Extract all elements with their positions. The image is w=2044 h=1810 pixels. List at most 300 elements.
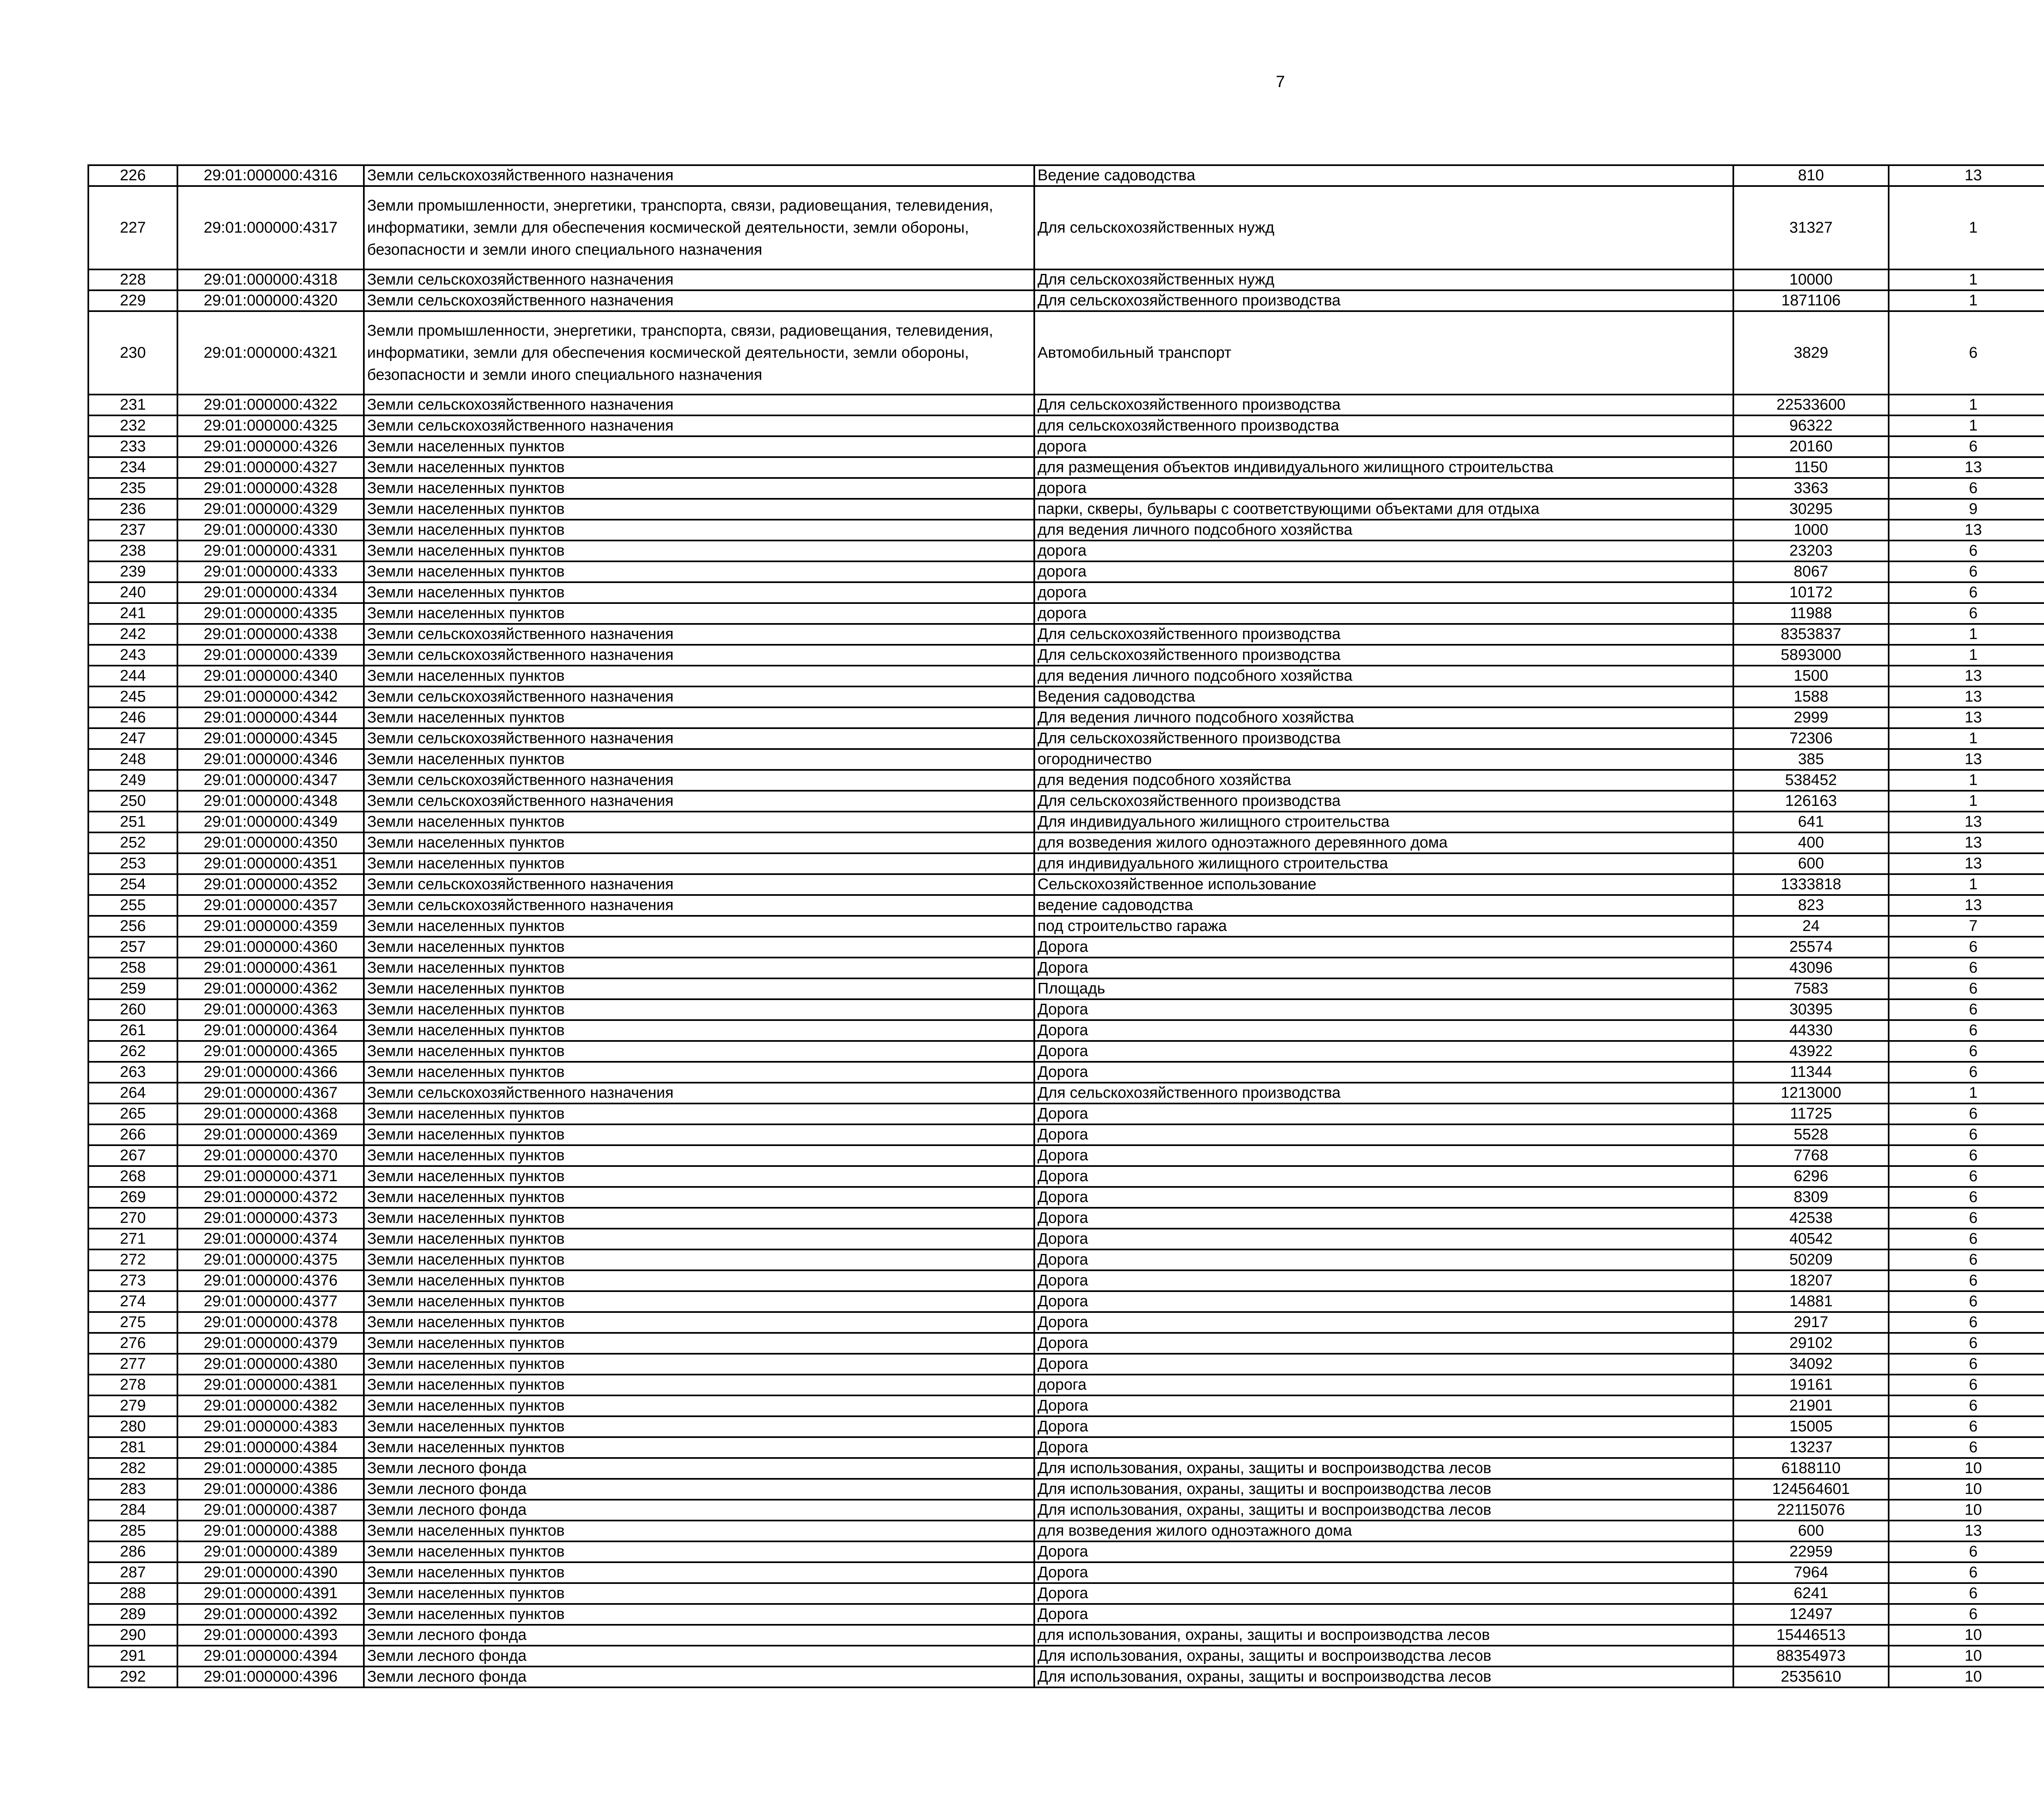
cadastral-number-cell: 29:01:000000:4371 xyxy=(177,1166,364,1187)
row-number-cell: 255 xyxy=(88,895,177,916)
row-number-cell: 235 xyxy=(88,478,177,499)
table-row xyxy=(88,1145,2044,1166)
land-category-cell: Земли сельскохозяйственного назначения xyxy=(364,874,1034,895)
area-cell: 1588 xyxy=(1733,686,1889,707)
permitted-use-cell: Дорога xyxy=(1034,1187,1733,1208)
table-row xyxy=(88,707,2044,728)
land-category-cell: Земли населенных пунктов xyxy=(364,520,1034,541)
row-number-cell: 247 xyxy=(88,728,177,749)
cadastral-number-cell: 29:01:000000:4318 xyxy=(177,269,364,290)
group-cell: 13 xyxy=(1889,895,2044,916)
table-row xyxy=(88,686,2044,707)
table-row xyxy=(88,165,2044,186)
row-number-cell: 277 xyxy=(88,1354,177,1375)
land-category-cell: Земли населенных пунктов xyxy=(364,999,1034,1020)
group-cell: 1 xyxy=(1889,415,2044,436)
land-category-cell: Земли населенных пунктов xyxy=(364,1416,1034,1437)
land-category-cell: Земли населенных пунктов xyxy=(364,812,1034,832)
table-row xyxy=(88,582,2044,603)
cadastral-number-cell: 29:01:000000:4382 xyxy=(177,1395,364,1416)
table-row xyxy=(88,916,2044,937)
group-cell: 6 xyxy=(1889,1291,2044,1312)
area-cell: 7583 xyxy=(1733,978,1889,999)
permitted-use-cell: Дорога xyxy=(1034,1208,1733,1229)
cadastral-number-cell: 29:01:000000:4342 xyxy=(177,686,364,707)
table-row xyxy=(88,874,2044,895)
row-number-cell: 249 xyxy=(88,770,177,791)
row-number-cell: 242 xyxy=(88,624,177,645)
land-category-cell: Земли населенных пунктов xyxy=(364,853,1034,874)
land-category-cell: Земли лесного фонда xyxy=(364,1625,1034,1646)
cadastral-number-cell: 29:01:000000:4376 xyxy=(177,1270,364,1291)
cadastral-number-cell: 29:01:000000:4372 xyxy=(177,1187,364,1208)
group-cell: 1 xyxy=(1889,395,2044,415)
cadastral-number-cell: 29:01:000000:4333 xyxy=(177,561,364,582)
area-cell: 8067 xyxy=(1733,561,1889,582)
group-cell: 6 xyxy=(1889,978,2044,999)
group-cell: 6 xyxy=(1889,1375,2044,1395)
table-row xyxy=(88,832,2044,853)
cadastral-number-cell: 29:01:000000:4389 xyxy=(177,1541,364,1562)
row-number-cell: 272 xyxy=(88,1249,177,1270)
row-number-cell: 261 xyxy=(88,1020,177,1041)
table-row xyxy=(88,1395,2044,1416)
row-number-cell: 273 xyxy=(88,1270,177,1291)
table-row xyxy=(88,1229,2044,1249)
land-category-cell: Земли населенных пунктов xyxy=(364,1124,1034,1145)
area-cell: 23203 xyxy=(1733,541,1889,561)
group-cell: 7 xyxy=(1889,916,2044,937)
permitted-use-cell: Дорога xyxy=(1034,1562,1733,1583)
cadastral-number-cell: 29:01:000000:4373 xyxy=(177,1208,364,1229)
land-category-cell: Земли сельскохозяйственного назначения xyxy=(364,415,1034,436)
row-number-cell: 252 xyxy=(88,832,177,853)
cadastral-number-cell: 29:01:000000:4325 xyxy=(177,415,364,436)
area-cell: 823 xyxy=(1733,895,1889,916)
area-cell: 1000 xyxy=(1733,520,1889,541)
group-cell: 1 xyxy=(1889,624,2044,645)
row-number-cell: 239 xyxy=(88,561,177,582)
land-category-cell: Земли населенных пунктов xyxy=(364,1229,1034,1249)
permitted-use-cell: Дорога xyxy=(1034,1229,1733,1249)
area-cell: 43922 xyxy=(1733,1041,1889,1062)
cadastral-number-cell: 29:01:000000:4366 xyxy=(177,1062,364,1083)
land-category-cell: Земли сельскохозяйственного назначения xyxy=(364,624,1034,645)
cadastral-number-cell: 29:01:000000:4340 xyxy=(177,666,364,686)
row-number-cell: 260 xyxy=(88,999,177,1020)
row-number-cell: 291 xyxy=(88,1646,177,1666)
area-cell: 19161 xyxy=(1733,1375,1889,1395)
land-category-cell: Земли сельскохозяйственного назначения xyxy=(364,895,1034,916)
row-number-cell: 256 xyxy=(88,916,177,937)
table-row xyxy=(88,1583,2044,1604)
land-category-cell: Земли населенных пунктов xyxy=(364,937,1034,958)
area-cell: 40542 xyxy=(1733,1229,1889,1249)
land-category-cell: Земли населенных пунктов xyxy=(364,1562,1034,1583)
table-row xyxy=(88,853,2044,874)
cadastral-number-cell: 29:01:000000:4393 xyxy=(177,1625,364,1646)
table-row xyxy=(88,1604,2044,1625)
permitted-use-cell: для ведения подсобного хозяйства xyxy=(1034,770,1733,791)
permitted-use-cell: парки, скверы, бульвары с соответствующими объектами для отдыха xyxy=(1034,499,1733,520)
group-cell: 6 xyxy=(1889,1437,2044,1458)
area-cell: 385 xyxy=(1733,749,1889,770)
group-cell: 6 xyxy=(1889,1166,2044,1187)
cadastral-number-cell: 29:01:000000:4378 xyxy=(177,1312,364,1333)
table-row xyxy=(88,1541,2044,1562)
area-cell: 2999 xyxy=(1733,707,1889,728)
land-category-cell: Земли промышленности, энергетики, транспорта, связи, радиовещания, телевидения, информатики, земли для обеспечения космической деятельности, земли обороны, безопасности и земли иного специального назначения xyxy=(364,186,1034,269)
land-category-cell: Земли населенных пунктов xyxy=(364,1291,1034,1312)
permitted-use-cell: Для использования, охраны, защиты и воспроизводства лесов xyxy=(1034,1479,1733,1500)
table-row xyxy=(88,1041,2044,1062)
permitted-use-cell: Дорога xyxy=(1034,1291,1733,1312)
permitted-use-cell: Для сельскохозяйственных нужд xyxy=(1034,186,1733,269)
area-cell: 10172 xyxy=(1733,582,1889,603)
area-cell: 6188110 xyxy=(1733,1458,1889,1479)
table-row xyxy=(88,415,2044,436)
permitted-use-cell: Дорога xyxy=(1034,1041,1733,1062)
table-row xyxy=(88,1437,2044,1458)
cadastral-number-cell: 29:01:000000:4352 xyxy=(177,874,364,895)
area-cell: 11725 xyxy=(1733,1103,1889,1124)
permitted-use-cell: Дорога xyxy=(1034,1312,1733,1333)
permitted-use-cell: для возведения жилого одноэтажного деревянного дома xyxy=(1034,832,1733,853)
permitted-use-cell: Ведение садоводства xyxy=(1034,165,1733,186)
permitted-use-cell: Автомобильный транспорт xyxy=(1034,311,1733,395)
area-cell: 8353837 xyxy=(1733,624,1889,645)
table-row xyxy=(88,895,2044,916)
table-row xyxy=(88,1354,2044,1375)
row-number-cell: 228 xyxy=(88,269,177,290)
land-category-cell: Земли населенных пунктов xyxy=(364,1312,1034,1333)
row-number-cell: 237 xyxy=(88,520,177,541)
row-number-cell: 243 xyxy=(88,645,177,666)
row-number-cell: 276 xyxy=(88,1333,177,1354)
row-number-cell: 283 xyxy=(88,1479,177,1500)
land-category-cell: Земли лесного фонда xyxy=(364,1458,1034,1479)
permitted-use-cell: дорога xyxy=(1034,582,1733,603)
permitted-use-cell: Для использования, охраны, защиты и воспроизводства лесов xyxy=(1034,1500,1733,1521)
row-number-cell: 230 xyxy=(88,311,177,395)
group-cell: 13 xyxy=(1889,832,2044,853)
group-cell: 1 xyxy=(1889,186,2044,269)
land-category-cell: Земли промышленности, энергетики, транспорта, связи, радиовещания, телевидения, информатики, земли для обеспечения космической деятельности, земли обороны, безопасности и земли иного специального назначения xyxy=(364,311,1034,395)
row-number-cell: 286 xyxy=(88,1541,177,1562)
land-category-cell: Земли населенных пунктов xyxy=(364,1208,1034,1229)
group-cell: 6 xyxy=(1889,1583,2044,1604)
permitted-use-cell: дорога xyxy=(1034,561,1733,582)
group-cell: 13 xyxy=(1889,686,2044,707)
land-category-cell: Земли населенных пунктов xyxy=(364,1604,1034,1625)
table-row xyxy=(88,290,2044,311)
row-number-cell: 287 xyxy=(88,1562,177,1583)
row-number-cell: 246 xyxy=(88,707,177,728)
page-number: 7 xyxy=(1275,73,1285,91)
cadastral-number-cell: 29:01:000000:4368 xyxy=(177,1103,364,1124)
area-cell: 22115076 xyxy=(1733,1500,1889,1521)
land-category-cell: Земли населенных пунктов xyxy=(364,1354,1034,1375)
group-cell: 13 xyxy=(1889,707,2044,728)
permitted-use-cell: Дорога xyxy=(1034,1249,1733,1270)
group-cell: 6 xyxy=(1889,1604,2044,1625)
permitted-use-cell: Дорога xyxy=(1034,999,1733,1020)
group-cell: 10 xyxy=(1889,1500,2044,1521)
table-row xyxy=(88,1249,2044,1270)
land-category-cell: Земли лесного фонда xyxy=(364,1646,1034,1666)
cadastral-number-cell: 29:01:000000:4367 xyxy=(177,1083,364,1103)
permitted-use-cell: Площадь xyxy=(1034,978,1733,999)
cadastral-number-cell: 29:01:000000:4316 xyxy=(177,165,364,186)
area-cell: 21901 xyxy=(1733,1395,1889,1416)
permitted-use-cell: Для индивидуального жилищного строительства xyxy=(1034,812,1733,832)
permitted-use-cell: Для сельскохозяйственного производства xyxy=(1034,290,1733,311)
permitted-use-cell: Для сельскохозяйственного производства xyxy=(1034,645,1733,666)
table-row xyxy=(88,999,2044,1020)
table-row xyxy=(88,520,2044,541)
table-row xyxy=(88,499,2044,520)
row-number-cell: 289 xyxy=(88,1604,177,1625)
row-number-cell: 268 xyxy=(88,1166,177,1187)
row-number-cell: 285 xyxy=(88,1521,177,1541)
cadastral-number-cell: 29:01:000000:4338 xyxy=(177,624,364,645)
row-number-cell: 231 xyxy=(88,395,177,415)
table-row xyxy=(88,186,2044,269)
land-category-cell: Земли лесного фонда xyxy=(364,1479,1034,1500)
cadastral-number-cell: 29:01:000000:4374 xyxy=(177,1229,364,1249)
area-cell: 18207 xyxy=(1733,1270,1889,1291)
cadastral-number-cell: 29:01:000000:4360 xyxy=(177,937,364,958)
permitted-use-cell: Дорога xyxy=(1034,1062,1733,1083)
row-number-cell: 265 xyxy=(88,1103,177,1124)
land-category-cell: Земли населенных пунктов xyxy=(364,978,1034,999)
area-cell: 30295 xyxy=(1733,499,1889,520)
cadastral-number-cell: 29:01:000000:4347 xyxy=(177,770,364,791)
table-row xyxy=(88,1333,2044,1354)
cadastral-number-cell: 29:01:000000:4361 xyxy=(177,958,364,978)
area-cell: 30395 xyxy=(1733,999,1889,1020)
group-cell: 6 xyxy=(1889,1187,2044,1208)
land-category-cell: Земли сельскохозяйственного назначения xyxy=(364,791,1034,812)
table-row xyxy=(88,1500,2044,1521)
land-category-cell: Земли населенных пунктов xyxy=(364,1062,1034,1083)
row-number-cell: 279 xyxy=(88,1395,177,1416)
land-category-cell: Земли сельскохозяйственного назначения xyxy=(364,645,1034,666)
row-number-cell: 251 xyxy=(88,812,177,832)
area-cell: 126163 xyxy=(1733,791,1889,812)
land-category-cell: Земли сельскохозяйственного назначения xyxy=(364,770,1034,791)
table-row xyxy=(88,812,2044,832)
cadastral-number-cell: 29:01:000000:4359 xyxy=(177,916,364,937)
table-row xyxy=(88,269,2044,290)
table-row xyxy=(88,1166,2044,1187)
table-row xyxy=(88,666,2044,686)
row-number-cell: 250 xyxy=(88,791,177,812)
row-number-cell: 275 xyxy=(88,1312,177,1333)
land-category-cell: Земли населенных пунктов xyxy=(364,1020,1034,1041)
table-row xyxy=(88,561,2044,582)
area-cell: 14881 xyxy=(1733,1291,1889,1312)
cadastral-number-cell: 29:01:000000:4392 xyxy=(177,1604,364,1625)
row-number-cell: 236 xyxy=(88,499,177,520)
group-cell: 6 xyxy=(1889,1062,2044,1083)
group-cell: 1 xyxy=(1889,728,2044,749)
cadastral-number-cell: 29:01:000000:4357 xyxy=(177,895,364,916)
cadastral-number-cell: 29:01:000000:4350 xyxy=(177,832,364,853)
row-number-cell: 229 xyxy=(88,290,177,311)
land-category-cell: Земли населенных пунктов xyxy=(364,541,1034,561)
group-cell: 13 xyxy=(1889,457,2044,478)
table-row xyxy=(88,645,2044,666)
land-category-cell: Земли сельскохозяйственного назначения xyxy=(364,728,1034,749)
cadastral-number-cell: 29:01:000000:4379 xyxy=(177,1333,364,1354)
group-cell: 10 xyxy=(1889,1666,2044,1687)
land-category-cell: Земли населенных пунктов xyxy=(364,1521,1034,1541)
row-number-cell: 274 xyxy=(88,1291,177,1312)
area-cell: 641 xyxy=(1733,812,1889,832)
cadastral-number-cell: 29:01:000000:4351 xyxy=(177,853,364,874)
row-number-cell: 240 xyxy=(88,582,177,603)
table-row xyxy=(88,1208,2044,1229)
row-number-cell: 281 xyxy=(88,1437,177,1458)
table-row xyxy=(88,1521,2044,1541)
table-row xyxy=(88,1312,2044,1333)
cadastral-number-cell: 29:01:000000:4383 xyxy=(177,1416,364,1437)
cadastral-number-cell: 29:01:000000:4394 xyxy=(177,1646,364,1666)
area-cell: 7768 xyxy=(1733,1145,1889,1166)
table-row xyxy=(88,937,2044,958)
cadastral-number-cell: 29:01:000000:4335 xyxy=(177,603,364,624)
land-category-cell: Земли сельскохозяйственного назначения xyxy=(364,290,1034,311)
cadastral-number-cell: 29:01:000000:4348 xyxy=(177,791,364,812)
area-cell: 8309 xyxy=(1733,1187,1889,1208)
permitted-use-cell: дорога xyxy=(1034,1375,1733,1395)
land-category-cell: Земли населенных пунктов xyxy=(364,1270,1034,1291)
row-number-cell: 271 xyxy=(88,1229,177,1249)
cadastral-number-cell: 29:01:000000:4362 xyxy=(177,978,364,999)
area-cell: 1150 xyxy=(1733,457,1889,478)
group-cell: 6 xyxy=(1889,436,2044,457)
area-cell: 1333818 xyxy=(1733,874,1889,895)
permitted-use-cell: Для сельскохозяйственных нужд xyxy=(1034,269,1733,290)
table-row xyxy=(88,478,2044,499)
land-category-cell: Земли сельскохозяйственного назначения xyxy=(364,165,1034,186)
table-row xyxy=(88,1020,2044,1041)
permitted-use-cell: Для использования, охраны, защиты и воспроизводства лесов xyxy=(1034,1666,1733,1687)
permitted-use-cell: для ведения личного подсобного хозяйства xyxy=(1034,520,1733,541)
table-row xyxy=(88,311,2044,395)
row-number-cell: 234 xyxy=(88,457,177,478)
group-cell: 6 xyxy=(1889,999,2044,1020)
row-number-cell: 259 xyxy=(88,978,177,999)
row-number-cell: 278 xyxy=(88,1375,177,1395)
table-row xyxy=(88,1562,2044,1583)
area-cell: 31327 xyxy=(1733,186,1889,269)
group-cell: 10 xyxy=(1889,1458,2044,1479)
row-number-cell: 253 xyxy=(88,853,177,874)
group-cell: 6 xyxy=(1889,1395,2044,1416)
group-cell: 1 xyxy=(1889,1083,2044,1103)
land-category-cell: Земли населенных пунктов xyxy=(364,436,1034,457)
cadastral-number-cell: 29:01:000000:4320 xyxy=(177,290,364,311)
group-cell: 6 xyxy=(1889,958,2044,978)
group-cell: 6 xyxy=(1889,1270,2044,1291)
cadastral-number-cell: 29:01:000000:4385 xyxy=(177,1458,364,1479)
permitted-use-cell: для индивидуального жилищного строительства xyxy=(1034,853,1733,874)
table-row xyxy=(88,603,2044,624)
cadastral-number-cell: 29:01:000000:4386 xyxy=(177,1479,364,1500)
group-cell: 6 xyxy=(1889,1354,2044,1375)
table-row xyxy=(88,1270,2044,1291)
area-cell: 1213000 xyxy=(1733,1083,1889,1103)
row-number-cell: 227 xyxy=(88,186,177,269)
permitted-use-cell: Дорога xyxy=(1034,1333,1733,1354)
land-category-cell: Земли населенных пунктов xyxy=(364,1395,1034,1416)
cadastral-number-cell: 29:01:000000:4384 xyxy=(177,1437,364,1458)
group-cell: 6 xyxy=(1889,603,2044,624)
permitted-use-cell: Дорога xyxy=(1034,1541,1733,1562)
group-cell: 6 xyxy=(1889,1229,2044,1249)
row-number-cell: 254 xyxy=(88,874,177,895)
group-cell: 6 xyxy=(1889,1145,2044,1166)
group-cell: 13 xyxy=(1889,520,2044,541)
group-cell: 1 xyxy=(1889,874,2044,895)
permitted-use-cell: Дорога xyxy=(1034,958,1733,978)
cadastral-number-cell: 29:01:000000:4321 xyxy=(177,311,364,395)
group-cell: 10 xyxy=(1889,1646,2044,1666)
area-cell: 24 xyxy=(1733,916,1889,937)
table-row xyxy=(88,624,2044,645)
cadastral-number-cell: 29:01:000000:4369 xyxy=(177,1124,364,1145)
row-number-cell: 248 xyxy=(88,749,177,770)
table-row xyxy=(88,728,2044,749)
area-cell: 44330 xyxy=(1733,1020,1889,1041)
area-cell: 810 xyxy=(1733,165,1889,186)
land-category-cell: Земли населенных пунктов xyxy=(364,1333,1034,1354)
permitted-use-cell: для сельскохозяйственного производства xyxy=(1034,415,1733,436)
land-category-cell: Земли населенных пунктов xyxy=(364,1249,1034,1270)
cadastral-number-cell: 29:01:000000:4317 xyxy=(177,186,364,269)
permitted-use-cell: Ведения садоводства xyxy=(1034,686,1733,707)
table-row xyxy=(88,1103,2044,1124)
land-category-cell: Земли населенных пунктов xyxy=(364,749,1034,770)
group-cell: 13 xyxy=(1889,666,2044,686)
permitted-use-cell: Дорога xyxy=(1034,1354,1733,1375)
cadastral-number-cell: 29:01:000000:4365 xyxy=(177,1041,364,1062)
table-row xyxy=(88,1625,2044,1646)
cadastral-number-cell: 29:01:000000:4396 xyxy=(177,1666,364,1687)
group-cell: 9 xyxy=(1889,499,2044,520)
permitted-use-cell: Дорога xyxy=(1034,1583,1733,1604)
permitted-use-cell: Дорога xyxy=(1034,1103,1733,1124)
cadastral-number-cell: 29:01:000000:4327 xyxy=(177,457,364,478)
permitted-use-cell: Дорога xyxy=(1034,1604,1733,1625)
area-cell: 1871106 xyxy=(1733,290,1889,311)
area-cell: 11988 xyxy=(1733,603,1889,624)
area-cell: 5893000 xyxy=(1733,645,1889,666)
area-cell: 11344 xyxy=(1733,1062,1889,1083)
group-cell: 6 xyxy=(1889,1249,2044,1270)
permitted-use-cell: дорога xyxy=(1034,478,1733,499)
cadastral-number-cell: 29:01:000000:4339 xyxy=(177,645,364,666)
row-number-cell: 267 xyxy=(88,1145,177,1166)
area-cell: 538452 xyxy=(1733,770,1889,791)
permitted-use-cell: Для использования, охраны, защиты и воспроизводства лесов xyxy=(1034,1458,1733,1479)
cadastral-number-cell: 29:01:000000:4349 xyxy=(177,812,364,832)
table-row xyxy=(88,1646,2044,1666)
table-row xyxy=(88,457,2044,478)
row-number-cell: 264 xyxy=(88,1083,177,1103)
